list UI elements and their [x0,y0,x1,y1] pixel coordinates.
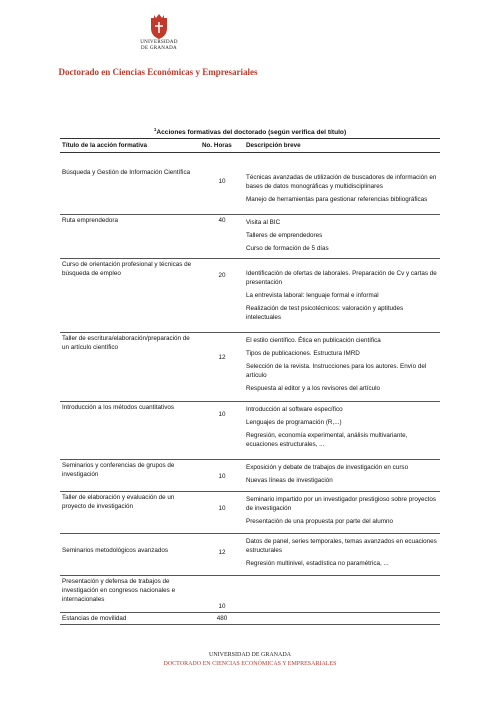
university-crest-icon [148,14,170,40]
table-row [60,613,440,625]
action-hours: 10 [200,402,244,460]
table-row [60,402,440,460]
description-item: Regresión, economía experimental, análisis multivariante, ecuaciones estructurales, ... [246,432,408,448]
caption-text: Acciones formativas del doctorado (según verifica del título) [156,129,347,137]
action-hours: 10 [200,460,244,492]
university-logo [129,14,189,52]
action-hours: 10 [200,492,244,534]
description-item: Nuevas líneas de investigación [246,477,333,484]
description-item: Exposición y debate de trabajos de investigación en curso [246,464,409,471]
logo-text-1: UNIVERSIDAD [140,40,178,45]
header-title: Título de la acción formativa [60,139,200,153]
description-item: Identificación de ofertas de laborales. Preparación de Cv y cartas de presentación [246,270,437,286]
table-row [60,534,440,576]
table-row [60,576,440,613]
description-item: Regresión multinivel, estadística no paramétrica, ... [246,560,389,567]
footer-program: DOCTORADO EN CIENCIAS ECONÓMICAS Y EMPRESARIALES [163,661,337,667]
description-item: Técnicas avanzadas de utilización de buscadores de información en bases de datos monográficas y multidisciplinares [246,174,437,190]
description-item: Talleres de emprendedores [246,232,323,239]
action-description [244,576,440,613]
action-title: Estancias de movilidad [60,613,200,625]
table-row [60,215,440,259]
action-description [244,153,440,215]
action-description [244,215,440,259]
action-title: Presentación y defensa de trabajos de investigación en congresos nacionales e internacionales [60,576,200,613]
action-hours: 10 [200,153,244,215]
description-item: La entrevista laboral: lenguaje formal e informal [246,292,379,299]
description-item: Presentación de una propuesta por parte del alumno [246,518,394,525]
table-row [60,460,440,492]
action-title: Búsqueda y Gestión de Información Científica [60,153,200,215]
description-item: Manejo de herramientas para gestionar referencias bibliográficas [246,196,428,203]
action-description [244,333,440,402]
caption-footnote-mark: 1 [153,127,157,132]
action-hours: 12 [200,534,244,576]
action-description [244,402,440,460]
action-title: Seminarios metodológicos avanzados [60,534,200,576]
description-item: Selección de la revista. Instrucciones para los autores. Envío del artículo [246,363,427,379]
description-item: Visita al BIC [246,219,281,226]
action-hours: 480 [200,613,244,625]
header-hours: No. Horas [200,139,244,153]
description-item: Respuesta al editor y a los revisores del artículo [246,385,381,392]
header-description: Descripción breve [244,139,440,153]
logo-text-2: DE GRANADA [141,46,177,51]
table-row [60,333,440,402]
table-header-row [60,139,440,153]
action-title: Introducción a los métodos cuantitativos [60,402,200,460]
action-title: Ruta emprendedora [60,215,200,259]
description-item: Realización de test psicotécnicos: valoración y aptitudes intelectuales [246,305,404,321]
table-caption [60,127,440,136]
description-item: Seminario impartido por un investigador prestigioso sobre proyectos de investigación [246,496,437,512]
action-hours: 40 [200,215,244,259]
action-hours: 12 [200,333,244,402]
description-item: El estilo científico. Ética en publicación científica [246,337,381,344]
action-hours: 10 [200,576,244,613]
action-description [244,492,440,534]
action-description [244,259,440,333]
table-row [60,492,440,534]
action-title: Seminarios y conferencias de grupos de investigación [60,460,200,492]
table-row [60,259,440,333]
description-item: Tipos de publicaciones. Estructura IMRD [246,350,360,357]
table-row [60,153,440,215]
description-item: Lenguajes de programación (R,...) [246,419,342,426]
action-description [244,613,440,625]
footer-university: UNIVERSIDAD DE GRANADA [209,652,291,658]
action-description [244,534,440,576]
description-item: Curso de formación de 5 días [246,245,329,252]
training-actions-table [60,138,440,625]
program-title: Doctorado en Ciencias Económicas y Empresariales [58,67,258,77]
action-title: Taller de escritura/elaboración/preparación de un artículo científico [60,333,200,402]
action-title: Taller de elaboración y evaluación de un proyecto de investigación [60,492,200,534]
action-hours: 20 [200,259,244,333]
action-description [244,460,440,492]
action-title: Curso de orientación profesional y técnicas de búsqueda de empleo [60,259,200,333]
description-item: Introducción al software específico [246,406,343,413]
description-item: Datos de panel, series temporales, temas avanzados en ecuaciones estructurales [246,538,437,554]
